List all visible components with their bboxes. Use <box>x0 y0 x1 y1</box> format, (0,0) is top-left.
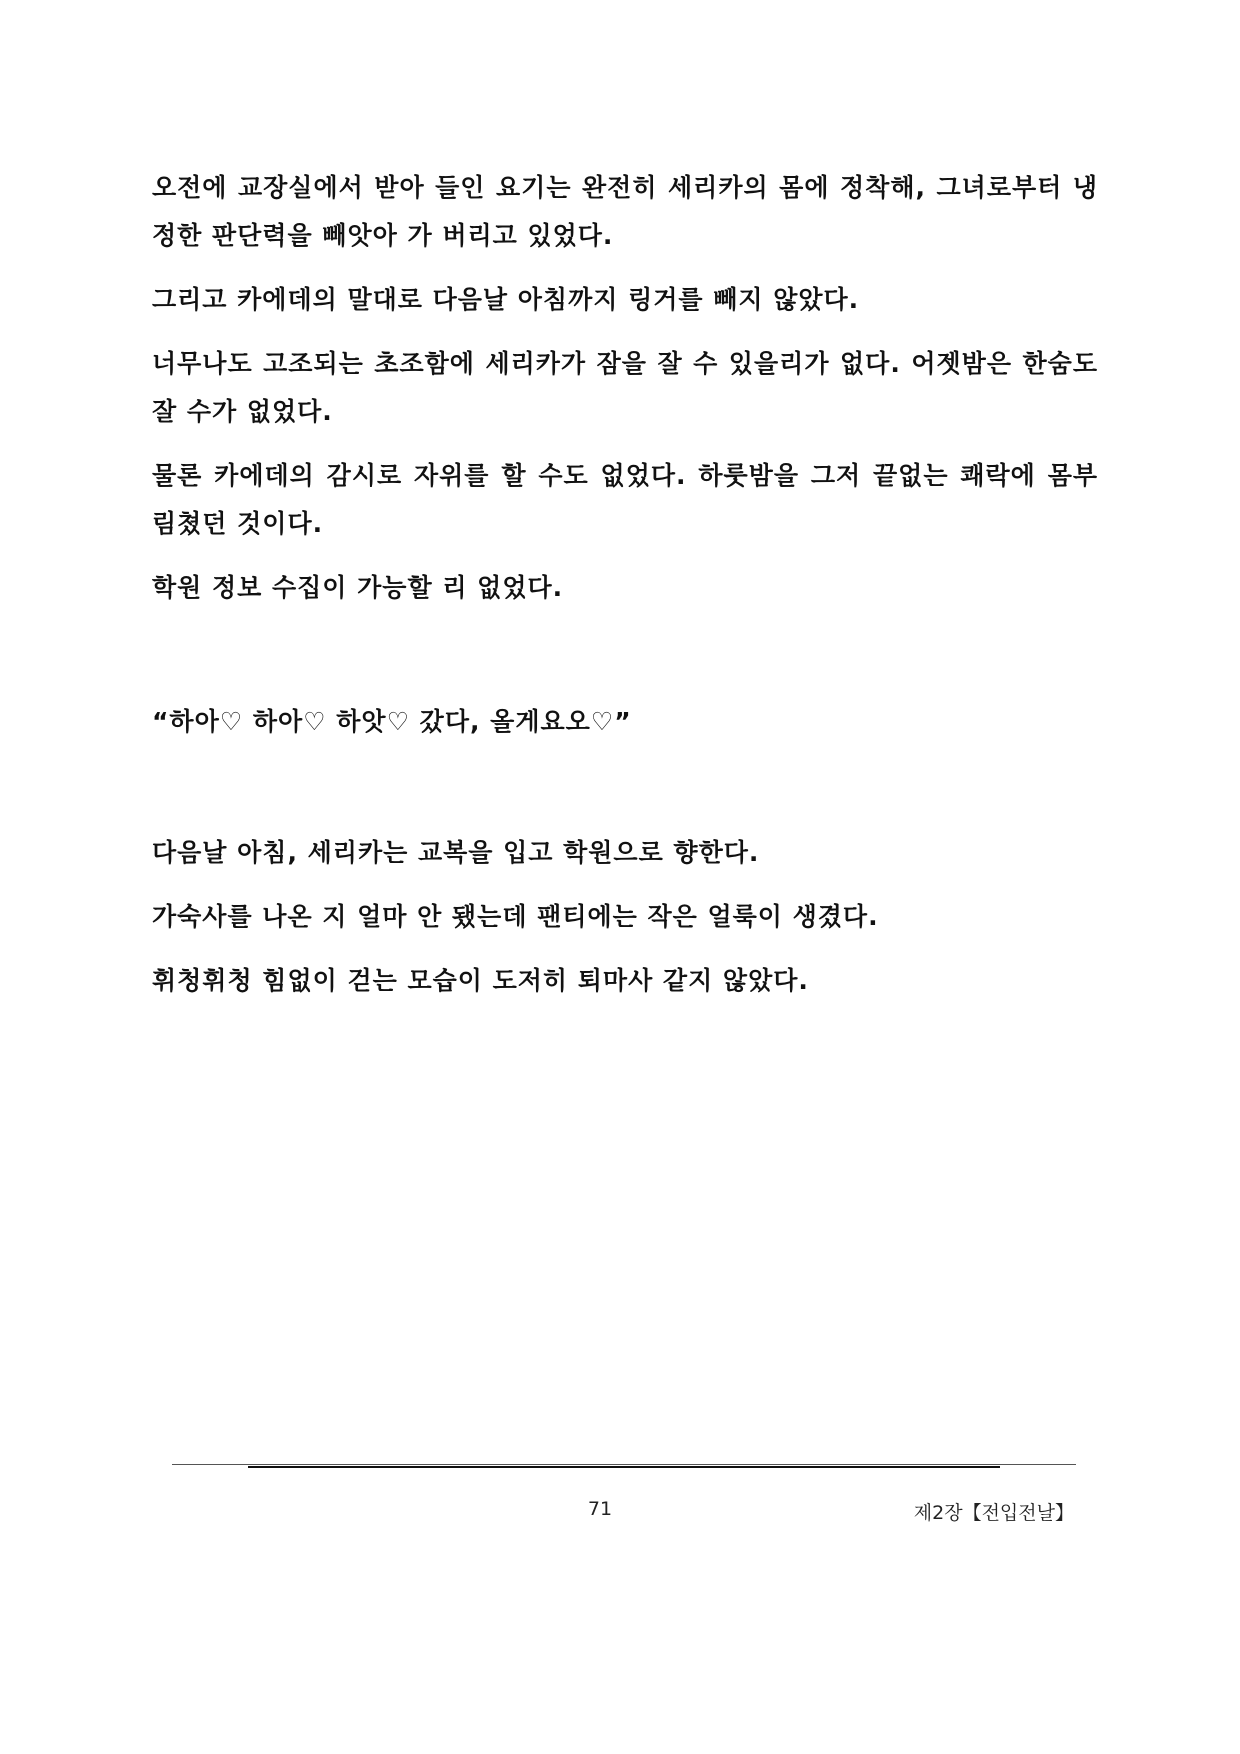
body-text-top <box>152 164 1098 612</box>
paragraph: 학원 정보 수집이 가능할 리 없었다. <box>152 573 564 602</box>
paragraph: 너무나도 고조되는 초조함에 세리카가 잠을 잘 수 있을리가 없다. 어젯밤은 한숨도 잘 수가 없었다. <box>152 349 1098 426</box>
dialogue-block <box>152 698 1098 746</box>
dialogue-line: “하아♡ 하아♡ 하앗♡ 갔다, 올게요오♡” <box>152 707 632 736</box>
paragraph: 오전에 교장실에서 받아 들인 요기는 완전히 세리카의 몸에 정착해, 그녀로부터 냉정한 판단력을 빼앗아 가 버리고 있었다. <box>152 173 1098 250</box>
paragraph: 휘청휘청 힘없이 걷는 모습이 도저히 퇴마사 같지 않았다. <box>152 966 809 995</box>
page-number: 71 <box>587 1498 613 1520</box>
chapter-label: 제2장【전입전날】 <box>913 1502 1074 1524</box>
footer-divider-bold <box>248 1466 1000 1468</box>
footer-divider <box>172 1464 1076 1465</box>
paragraph: 물론 카에데의 감시로 자위를 할 수도 없었다. 하룻밤을 그저 끝없는 쾌락에 몸부림쳤던 것이다. <box>152 461 1098 538</box>
body-text-bottom <box>152 829 1098 1005</box>
paragraph: 가숙사를 나온 지 얼마 안 됐는데 팬티에는 작은 얼룩이 생겼다. <box>152 902 879 931</box>
paragraph: 그리고 카에데의 말대로 다음날 아침까지 링거를 빼지 않았다. <box>152 285 860 314</box>
paragraph: 다음날 아침, 세리카는 교복을 입고 학원으로 향한다. <box>152 838 760 867</box>
